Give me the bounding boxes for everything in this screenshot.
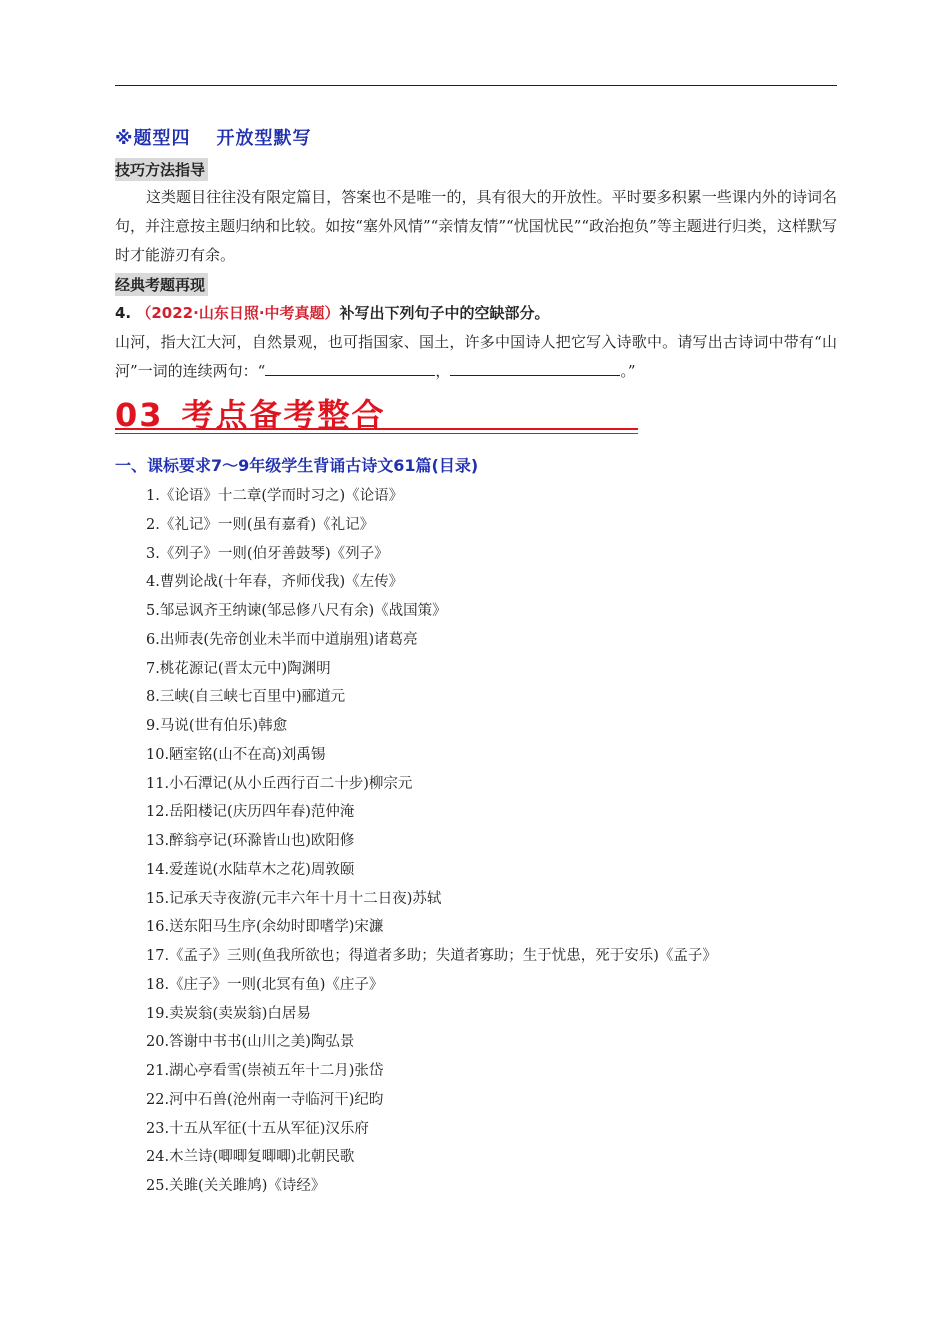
question-prompt: 补写出下列句子中的空缺部分。: [339, 304, 550, 322]
section-name: 开放型默写: [216, 128, 312, 149]
list-item: 10.陋室铭(山不在高)刘禹锡: [146, 746, 326, 763]
section-title: [115, 124, 312, 150]
part-underline: [115, 428, 638, 430]
list-item: 21.湖心亭看雪(崇祯五年十二月)张岱: [146, 1063, 384, 1079]
list-item: 3.《列子》一则(伯牙善鼓琴)《列子》: [146, 545, 389, 562]
header-rule: [115, 85, 837, 86]
list-item: 1.《论语》十二章(学而时习之)《论语》: [146, 488, 404, 504]
list-item: 13.醉翁亭记(环滁皆山也)欧阳修: [146, 833, 355, 849]
list-item: 7.桃花源记(晋太元中)陶渊明: [146, 660, 331, 677]
list-item: 23.十五从军征(十五从军征)汉乐府: [146, 1120, 369, 1137]
question-header: [115, 302, 550, 323]
list-item: 2.《礼记》一则(虽有嘉肴)《礼记》: [146, 516, 375, 533]
list-item: 22.河中石兽(沧州南一寺临河干)纪昀: [146, 1091, 384, 1108]
classic-heading: 经典考题再现: [115, 273, 208, 296]
question-text: 山河，指大江大河，自然景观，也可指国家、国土，许多中国诗人把它写入诗歌中。请写出古诗词中带有“山河”一词的连续两句：“: [115, 333, 837, 380]
catalog-heading: 一、课标要求7～9年级学生背诵古诗文61篇(目录): [115, 456, 479, 475]
list-item: 18.《庄子》一则(北冥有鱼)《庄子》: [146, 976, 384, 993]
list-item: 20.答谢中书书(山川之美)陶弘景: [146, 1034, 355, 1051]
section-label: ※题型四: [115, 128, 191, 149]
part-underline-thin: [115, 433, 638, 434]
list-item: 17.《孟子》三则(鱼我所欲也；得道者多助；失道者寡助；生于忧患，死于安乐)《孟子》: [146, 948, 717, 964]
list-item: 8.三峡(自三峡七百里中)郦道元: [146, 689, 346, 706]
answer-blank-1[interactable]: [265, 361, 435, 376]
list-item: 12.岳阳楼记(庆历四年春)范仲淹: [146, 804, 355, 821]
question-body: [115, 328, 837, 386]
list-item: 6.出师表(先帝创业未半而中道崩殂)诸葛亮: [146, 631, 418, 648]
question-end: 。”: [620, 362, 636, 380]
list-item: 14.爱莲说(水陆草木之花)周敦颐: [146, 861, 355, 878]
list-item: 9.马说(世有伯乐)韩愈: [146, 718, 288, 734]
catalog-list: [146, 482, 717, 1201]
part-number: 03: [115, 396, 164, 434]
list-item: 25.关雎(关关雎鸠)《诗经》: [146, 1178, 326, 1194]
list-item: 24.木兰诗(唧唧复唧唧)北朝民歌: [146, 1149, 355, 1166]
blank-separator: ，: [435, 362, 451, 380]
list-item: 4.曹刿论战(十年春，齐师伐我)《左传》: [146, 574, 404, 591]
list-item: 5.邹忌讽齐王纳谏(邹忌修八尺有余)《战国策》: [146, 603, 447, 619]
list-item: 16.送东阳马生序(余幼时即嗜学)宋濂: [146, 919, 384, 936]
question-source: （2022·山东日照·中考真题）: [136, 304, 340, 322]
list-item: 15.记承天寺夜游(元丰六年十月十二日夜)苏轼: [146, 890, 442, 907]
part-title: 考点备考整合: [181, 396, 386, 434]
method-heading: 技巧方法指导: [115, 158, 208, 181]
method-paragraph: 这类题目往往没有限定篇目，答案也不是唯一的，具有很大的开放性。平时要多积累一些课内外的诗词名句，并注意按主题归纳和比较。如按“塞外风情”“亲情友情”“忧国忧民”“政治抱负”等主题进行归类，这样默写时才能游刃有余。: [115, 188, 837, 264]
list-item: 19.卖炭翁(卖炭翁)白居易: [146, 1005, 311, 1022]
list-item: 11.小石潭记(从小丘西行百二十步)柳宗元: [146, 775, 413, 792]
answer-blank-2[interactable]: [450, 361, 620, 376]
question-number: 4.: [115, 304, 132, 322]
